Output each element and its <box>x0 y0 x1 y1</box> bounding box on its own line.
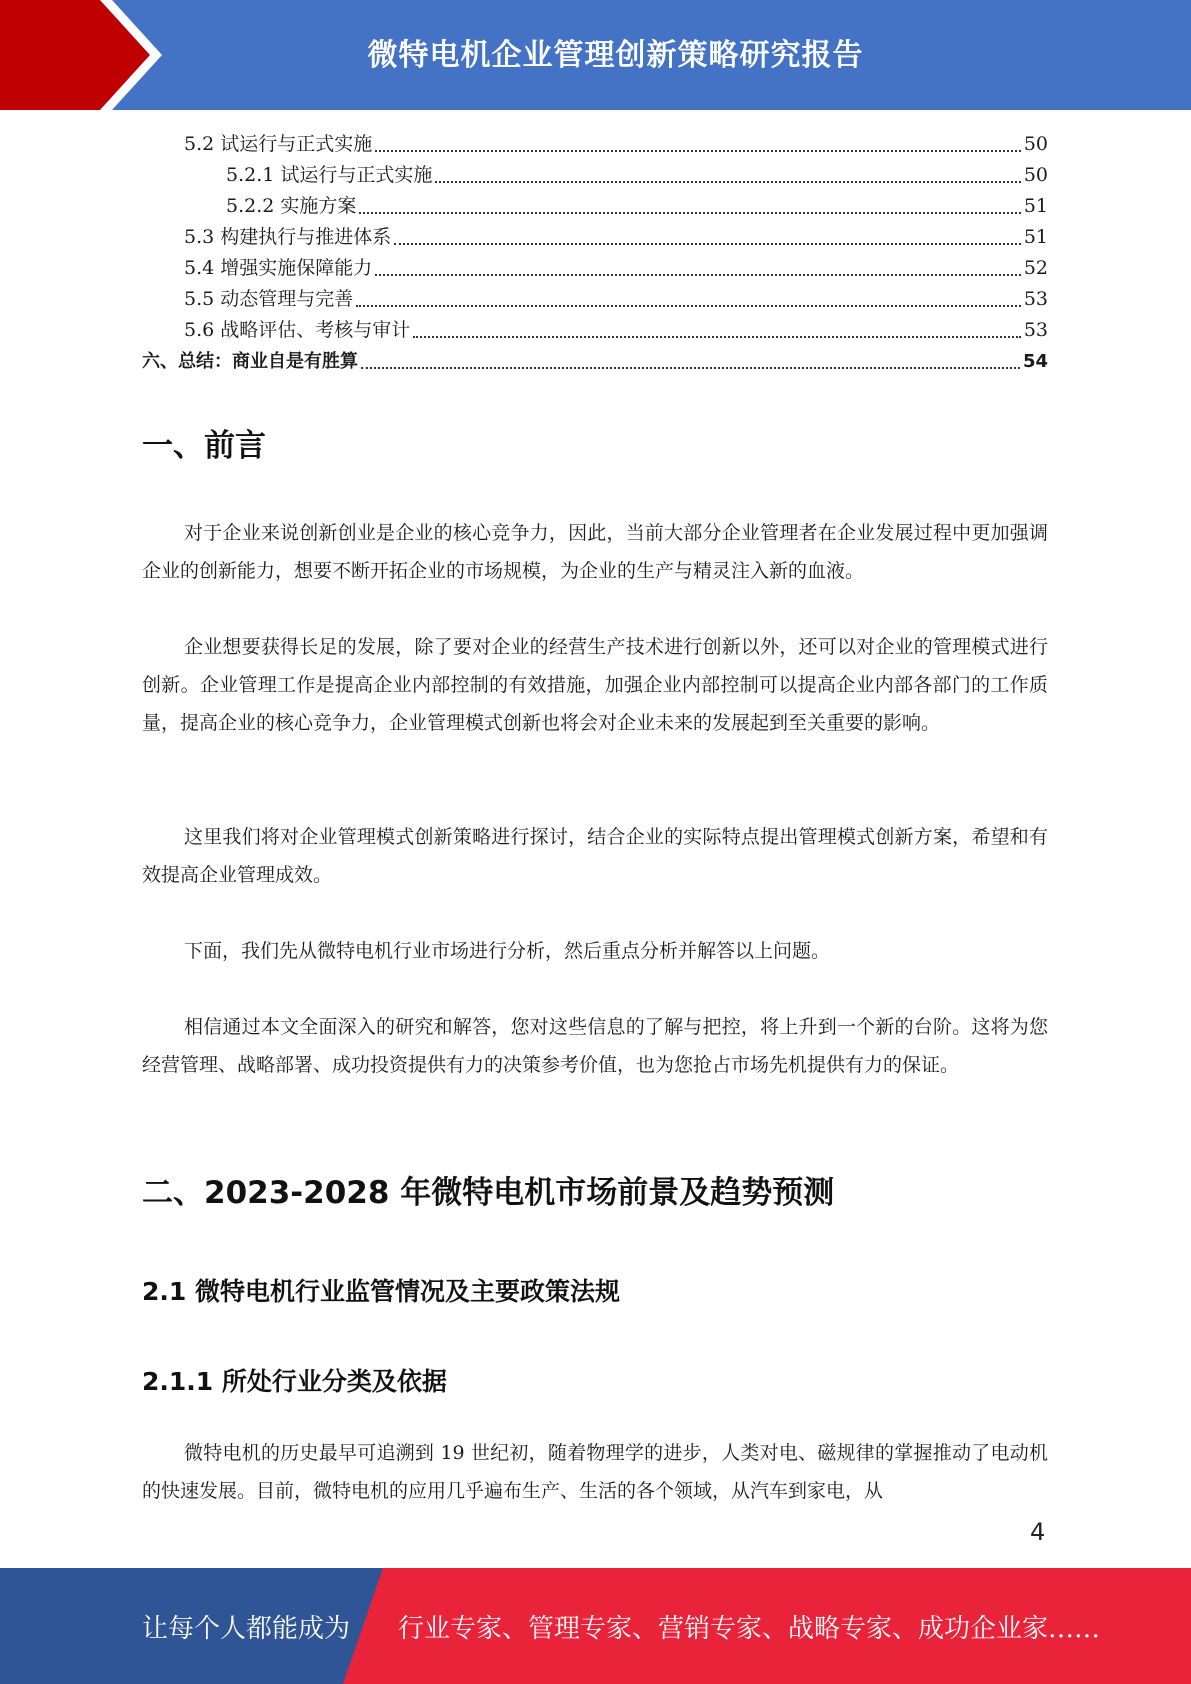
toc-entry[interactable] <box>142 160 1048 191</box>
body-paragraph: 对于企业来说创新创业是企业的核心竞争力，因此，当前大部分企业管理者在企业发展过程中更加强调企业的创新能力，想要不断开拓企业的市场规模，为企业的生产与精灵注入新的血液。 <box>142 522 1048 582</box>
toc-entry-label: 5.4 增强实施保障能力 <box>184 257 373 279</box>
body-paragraph: 下面，我们先从微特电机行业市场进行分析，然后重点分析并解答以上问题。 <box>184 940 831 962</box>
toc-leader-dots <box>359 212 1020 214</box>
toc-entry-page: 52 <box>1023 257 1048 279</box>
table-of-contents <box>142 129 1048 377</box>
toc-entry[interactable] <box>142 191 1048 222</box>
toc-leader-dots <box>413 336 1021 338</box>
toc-entry[interactable] <box>142 253 1048 284</box>
toc-leader-dots <box>394 243 1021 245</box>
report-title: 微特电机企业管理创新策略研究报告 <box>367 38 864 73</box>
subsection-heading: 2.1 微特电机行业监管情况及主要政策法规 <box>142 1277 620 1306</box>
subsubsection-heading: 2.1.1 所处行业分类及依据 <box>142 1367 447 1396</box>
toc-leader-dots <box>375 274 1021 276</box>
toc-entry-page: 51 <box>1023 195 1048 217</box>
footer-slogan-left: 让每个人都能成为 <box>142 1614 351 1644</box>
toc-entry-label: 5.2 试运行与正式实施 <box>184 133 373 155</box>
toc-entry[interactable] <box>142 222 1048 253</box>
toc-entry-label: 5.2.2 实施方案 <box>226 195 357 217</box>
section-heading-preface: 一、前言 <box>142 428 266 464</box>
toc-entry[interactable] <box>142 129 1048 160</box>
toc-entry-label: 5.6 战略评估、考核与审计 <box>184 319 411 341</box>
toc-leader-dots <box>375 150 1021 152</box>
toc-entry-label: 5.3 构建执行与推进体系 <box>184 226 392 248</box>
body-paragraph: 这里我们将对企业管理模式创新策略进行探讨，结合企业的实际特点提出管理模式创新方案，希望和有效提高企业管理成效。 <box>142 826 1048 886</box>
footer-slogan-right: 行业专家、管理专家、营销专家、战略专家、成功企业家…… <box>398 1614 1101 1644</box>
toc-entry-label: 六、总结：商业自是有胜算 <box>142 351 358 372</box>
toc-entry-page: 54 <box>1022 351 1048 372</box>
page-header <box>0 0 1191 110</box>
body-paragraph: 企业想要获得长足的发展，除了要对企业的经营生产技术进行创新以外，还可以对企业的管理模式进行创新。企业管理工作是提高企业内部控制的有效措施，加强企业内部控制可以提高企业内部各部门的工作质量，提高企业的核心竞争力，企业管理模式创新也将会对企业未来的发展起到至关重要的影响。 <box>142 636 1048 734</box>
toc-entry-label: 5.5 动态管理与完善 <box>184 288 354 310</box>
body-paragraph: 微特电机的历史最早可追溯到 19 世纪初，随着物理学的进步，人类对电、磁规律的掌握推动了电动机的快速发展。目前，微特电机的应用几乎遍布生产、生活的各个领域，从汽车到家电，从 <box>142 1442 1048 1502</box>
toc-entry-page: 53 <box>1023 288 1048 310</box>
toc-entry[interactable] <box>142 284 1048 315</box>
section-heading-market-outlook: 二、2023-2028 年微特电机市场前景及趋势预测 <box>142 1175 835 1211</box>
toc-entry-page: 50 <box>1023 164 1048 186</box>
toc-entry-label: 5.2.1 试运行与正式实施 <box>226 164 433 186</box>
toc-entry-page: 51 <box>1023 226 1048 248</box>
page-footer <box>0 1568 1191 1684</box>
body-paragraph: 相信通过本文全面深入的研究和解答，您对这些信息的了解与把控，将上升到一个新的台阶。这将为您经营管理、战略部署、成功投资提供有力的决策参考价值，也为您抢占市场先机提供有力的保证。 <box>142 1016 1048 1076</box>
toc-entry-page: 53 <box>1023 319 1048 341</box>
toc-leader-dots <box>356 305 1021 307</box>
toc-entry[interactable] <box>142 315 1048 346</box>
toc-leader-dots <box>361 367 1020 369</box>
page-number: 4 <box>1030 1518 1046 1546</box>
toc-entry-page: 50 <box>1023 133 1048 155</box>
toc-leader-dots <box>435 181 1020 183</box>
toc-entry[interactable] <box>142 346 1048 377</box>
